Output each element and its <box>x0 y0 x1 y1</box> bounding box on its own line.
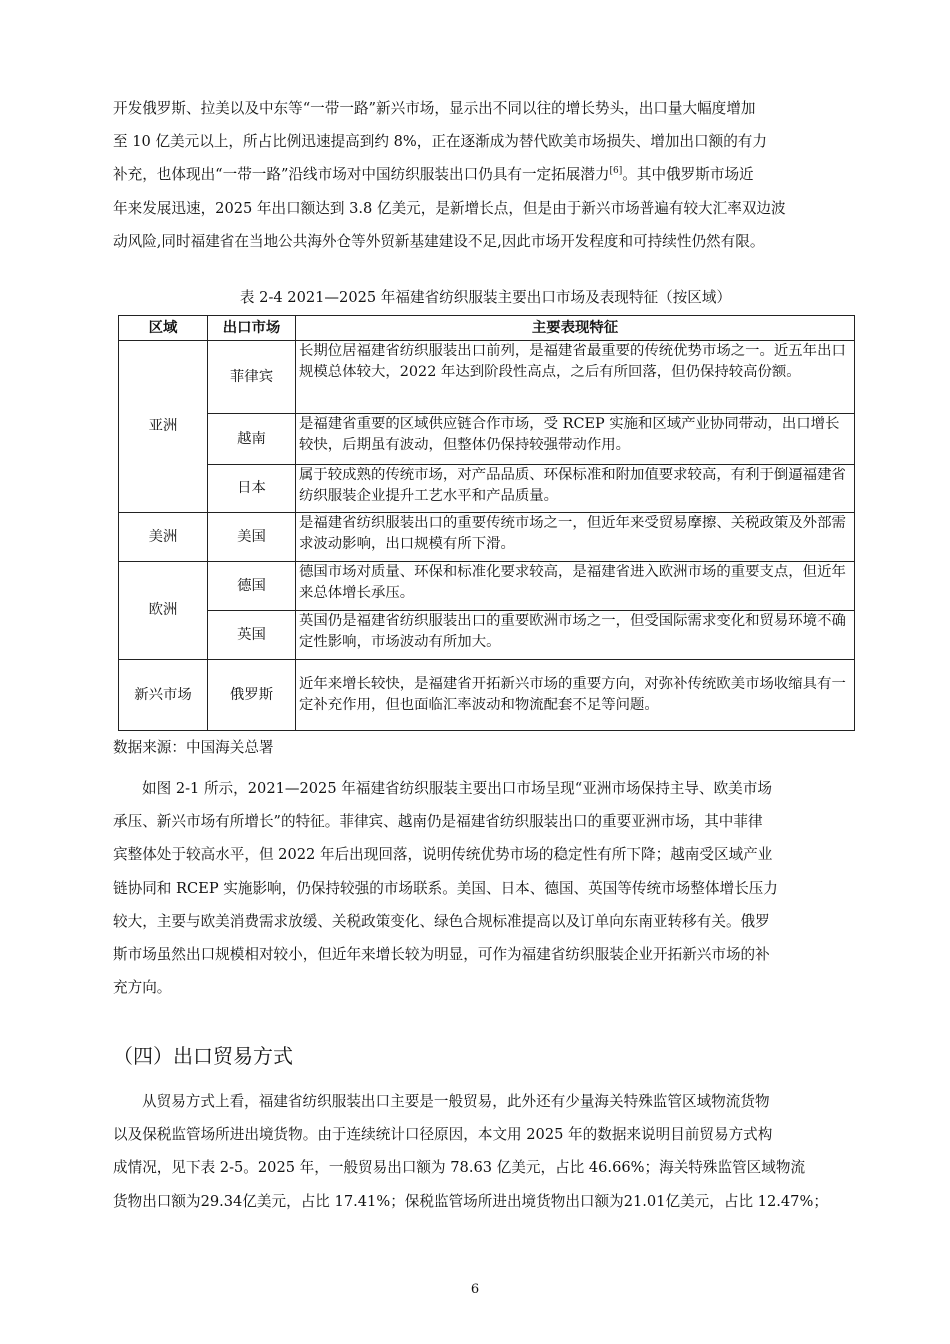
table-row <box>119 341 855 414</box>
table-row <box>119 660 855 731</box>
text-line: 斯市场虽然出口规模相对较小，但近年来增长较为明显，可作为福建省纺织服装企业开拓新兴市场的补 <box>113 946 770 964</box>
table-row <box>119 465 855 513</box>
table-row <box>119 513 855 562</box>
region-cell-americas: 美洲 <box>119 513 208 562</box>
text-line: 年来发展迅速，2025 年出口额达到 3.8 亿美元，是新增长点，但是由于新兴市场普遍有较大汇率双边波 <box>113 199 786 217</box>
market-cell: 德国 <box>208 562 296 611</box>
market-cell: 英国 <box>208 611 296 660</box>
header-region: 区域 <box>119 316 208 341</box>
market-cell: 俄罗斯 <box>208 660 296 731</box>
description-cell: 长期位居福建省纺织服装出口前列，是福建省最重要的传统优势市场之一。近五年出口规模总体较大，2022 年达到阶段性高点，之后有所回落，但仍保持较高份额。 <box>296 341 855 414</box>
table-header-row <box>119 316 855 341</box>
text-line: 成情况，见下表 2-5。2025 年，一般贸易出口额为 78.63 亿美元，占比 46.66%；海关特殊监管区域物流 <box>113 1159 806 1177</box>
market-cell: 日本 <box>208 465 296 513</box>
text-line: 从贸易方式上看，福建省纺织服装出口主要是一般贸易，此外还有少量海关特殊监管区域物流货物 <box>142 1093 770 1110</box>
paragraph-emerging-markets <box>113 92 858 258</box>
market-cell: 美国 <box>208 513 296 562</box>
text-line: 充方向。 <box>113 979 172 997</box>
text-line: 补充，也体现出“一带一路”沿线市场对中国纺织服装出口仍具有一定拓展潜力[6]。其中俄罗斯市场近 <box>113 166 754 184</box>
text-line: 货物出口额为29.34亿美元，占比 17.41%；保税监管场所进出境货物出口额为21.01亿美元，占比 12.47%； <box>113 1192 828 1210</box>
region-cell-europe: 欧洲 <box>119 562 208 660</box>
table-row <box>119 611 855 660</box>
market-cell: 菲律宾 <box>208 341 296 414</box>
market-cell: 越南 <box>208 414 296 465</box>
description-cell: 德国市场对质量、环保和标准化要求较高，是福建省进入欧洲市场的重要支点，但近年来总体增长承压。 <box>296 562 855 611</box>
text-line: 链协同和 RCEP 实施影响，仍保持较强的市场联系。美国、日本、德国、英国等传统市场整体增长压力 <box>113 879 778 897</box>
page-number: 6 <box>470 1282 480 1297</box>
table-caption: 表 2-4 2021—2025 年福建省纺织服装主要出口市场及表现特征（按区域） <box>239 289 732 306</box>
text-line: 动风险,同时福建省在当地公共海外仓等外贸新基建建设不足,因此市场开发程度和可持续性仍然有限。 <box>113 232 765 250</box>
description-cell: 是福建省纺织服装出口的重要传统市场之一，但近年来受贸易摩擦、关税政策及外部需求波动影响，出口规模有所下滑。 <box>296 513 855 562</box>
header-market: 出口市场 <box>208 316 296 341</box>
description-cell: 近年来增长较快，是福建省开拓新兴市场的重要方向，对弥补传统欧美市场收缩具有一定补充作用，但也面临汇率波动和物流配套不足等问题。 <box>296 660 855 731</box>
table-row <box>119 414 855 465</box>
text-line: 如图 2-1 所示，2021—2025 年福建省纺织服装主要出口市场呈现“亚洲市场保持主导、欧美市场 <box>142 780 772 797</box>
section-heading: （四）出口贸易方式 <box>113 1044 293 1068</box>
export-markets-table <box>118 315 855 731</box>
paragraph-trade-modes <box>113 1085 858 1218</box>
text-line: 承压、新兴市场有所增长”的特征。菲律宾、越南仍是福建省纺织服装出口的重要亚洲市场，其中菲律 <box>113 813 763 831</box>
text-line: 至 10 亿美元以上，所占比例迅速提高到约 8%，正在逐渐成为替代欧美市场损失、增加出口额的有力 <box>113 133 767 151</box>
text-line: 较大，主要与欧美消费需求放缓、关税政策变化、绿色合规标准提高以及订单向东南亚转移有关。俄罗 <box>113 912 770 930</box>
region-cell-asia: 亚洲 <box>119 341 208 513</box>
text-line: 宾整体处于较高水平，但 2022 年后出现回落，说明传统优势市场的稳定性有所下降；越南受区域产业 <box>113 846 773 864</box>
citation-ref[interactable]: [6] <box>609 166 623 177</box>
header-features: 主要表现特征 <box>296 316 855 341</box>
table-row <box>119 562 855 611</box>
data-source-note: 数据来源：中国海关总署 <box>113 739 274 756</box>
region-cell-emerging: 新兴市场 <box>119 660 208 731</box>
paragraph-market-analysis <box>113 772 858 1004</box>
description-cell: 英国仍是福建省纺织服装出口的重要欧洲市场之一，但受国际需求变化和贸易环境不确定性影响，市场波动有所加大。 <box>296 611 855 660</box>
text-line: 以及保税监管场所进出境货物。由于连续统计口径原因，本文用 2025 年的数据来说明目前贸易方式构 <box>113 1126 773 1144</box>
description-cell: 是福建省重要的区域供应链合作市场，受 RCEP 实施和区域产业协同带动，出口增长较快，后期虽有波动，但整体仍保持较强带动作用。 <box>296 414 855 465</box>
text-line: 开发俄罗斯、拉美以及中东等“一带一路”新兴市场，显示出不同以往的增长势头，出口量大幅度增加 <box>113 100 756 117</box>
description-cell: 属于较成熟的传统市场，对产品品质、环保标准和附加值要求较高，有利于倒逼福建省纺织服装企业提升工艺水平和产品质量。 <box>296 465 855 513</box>
